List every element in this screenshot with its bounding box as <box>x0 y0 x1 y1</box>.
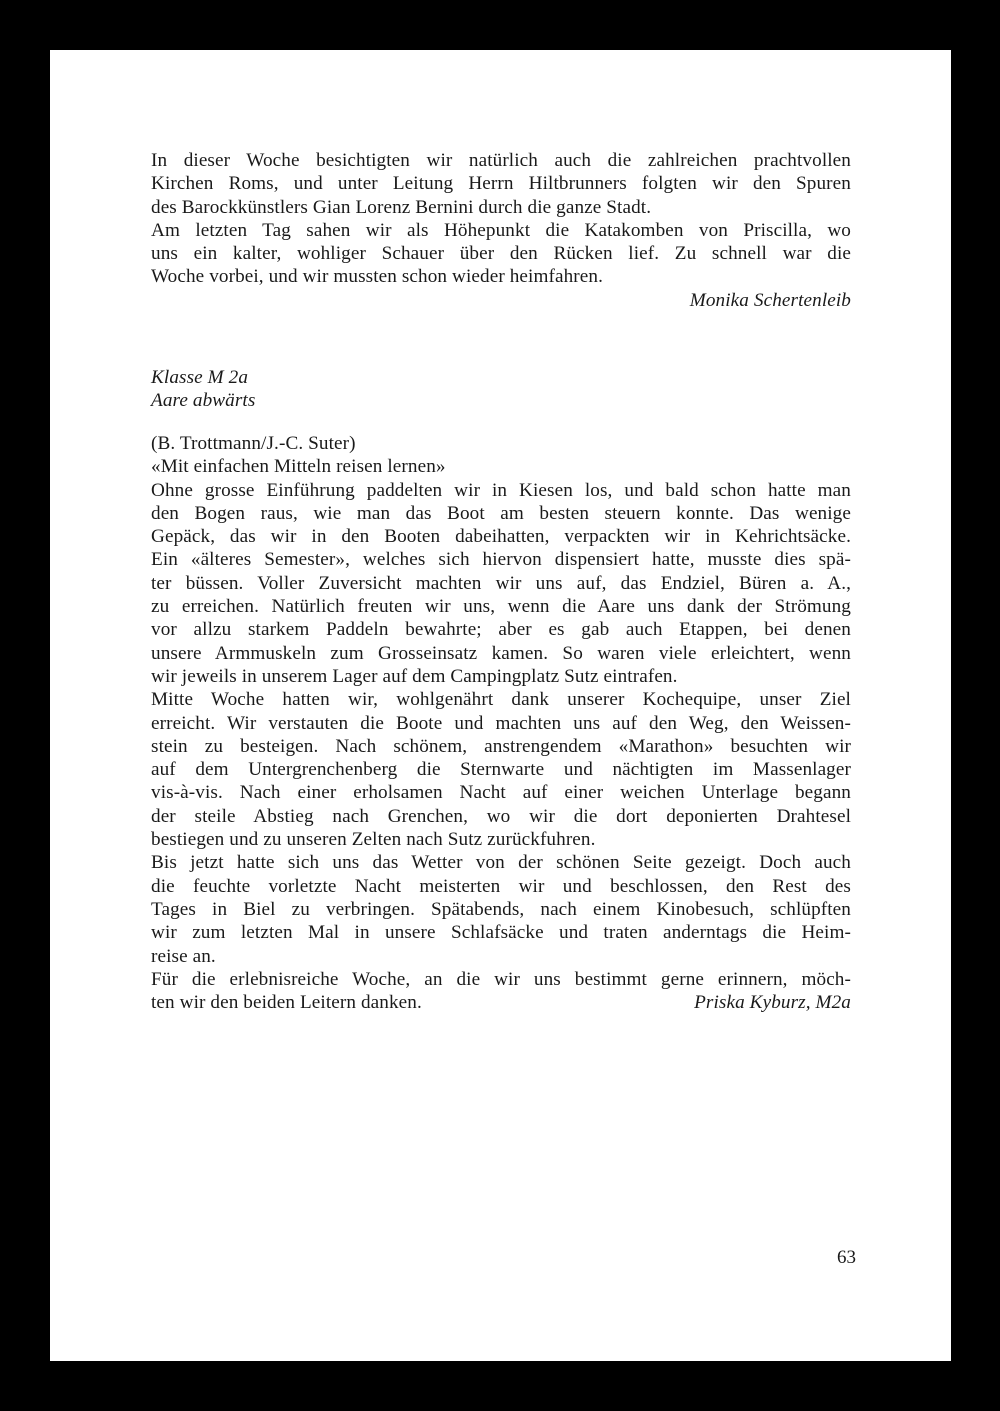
author-signature: Priska Kyburz, M2a <box>694 992 851 1014</box>
text-line: des Barockkünstlers Gian Lorenz Bernini durch die ganze Stadt. <box>151 196 652 218</box>
text-line: Tages in Biel zu verbringen. Spätabends, nach einem Kinobesuch, schlüpften <box>151 898 851 920</box>
text-line: Woche vorbei, und wir mussten schon wieder heimfahren. <box>151 266 603 288</box>
text-line: auf dem Untergrenchenberg die Sternwarte und nächtigten im Massenlager <box>151 759 851 781</box>
class-label: Klasse M 2a <box>151 367 249 388</box>
text-line: reise an. <box>151 945 216 967</box>
text-line: unsere Armmuskeln zum Grosseinsatz kamen. So waren viele erleichtert, wenn <box>151 642 851 664</box>
document-page <box>50 50 951 1361</box>
text-line: zu erreichen. Natürlich freuten wir uns, wenn die Aare uns dank der Strömung <box>151 596 851 618</box>
text-line: vor allzu starkem Paddeln bewahrte; aber es gab auch Etappen, bei denen <box>151 619 851 641</box>
text-line: Mitte Woche hatten wir, wohlgenährt dank unserer Kochequipe, unser Ziel <box>151 689 851 711</box>
article-rome <box>151 149 851 312</box>
article-aare-heading <box>151 366 851 413</box>
text-line: wir jeweils in unserem Lager auf dem Campingplatz Sutz eintrafen. <box>151 665 678 687</box>
text-line: Für die erlebnisreiche Woche, an die wir uns bestimmt gerne erinnern, möch- <box>151 968 851 990</box>
author-signature: Monika Schertenleib <box>689 289 851 311</box>
text-line: Ein «älteres Semester», welches sich hiervon dispensiert hatte, musste dies spä- <box>151 549 851 571</box>
text-line: vis-à-vis. Nach einer erholsamen Nacht auf einer weichen Unterlage begann <box>151 782 851 804</box>
text-line: uns ein kalter, wohliger Schauer über den Rücken lief. Zu schnell war die <box>151 243 851 265</box>
text-line: Am letzten Tag sahen wir als Höhepunkt die Katakomben von Priscilla, wo <box>151 219 851 241</box>
text-line: Ohne grosse Einführung paddelten wir in Kiesen los, und bald schon hatte man <box>151 479 851 501</box>
text-line: Kirchen Roms, und unter Leitung Herrn Hiltbrunners folgten wir den Spuren <box>151 173 851 195</box>
text-line: den Bogen raus, wie man das Boot am besten steuern konnte. Das wenige <box>151 502 851 524</box>
text-line: die feuchte vorletzte Nacht meisterten wir und beschlossen, den Rest des <box>151 875 851 897</box>
article-title: Aare abwärts <box>151 390 256 412</box>
motto-line: «Mit einfachen Mitteln reisen lernen» <box>151 456 446 478</box>
closing-line <box>151 991 851 1014</box>
text-line: ten wir den beiden Leitern danken. <box>151 992 422 1014</box>
article-aare-body <box>151 432 851 1014</box>
leaders-line: (B. Trottmann/J.-C. Suter) <box>151 433 356 454</box>
text-line: ter büssen. Voller Zuversicht machten wir uns auf, das Endziel, Büren a. A., <box>151 572 851 594</box>
text-line: Gepäck, das wir in den Booten dabeihatten, verpackten wir in Kehrichtsäcke. <box>151 526 851 548</box>
page-number: 63 <box>837 1247 856 1268</box>
text-line: In dieser Woche besichtigten wir natürlich auch die zahlreichen prachtvollen <box>151 150 851 171</box>
text-line: Bis jetzt hatte sich uns das Wetter von der schönen Seite gezeigt. Doch auch <box>151 852 851 874</box>
text-line: bestiegen und zu unseren Zelten nach Sutz zurückfuhren. <box>151 829 596 851</box>
text-line: der steile Abstieg nach Grenchen, wo wir die dort deponierten Drahtesel <box>151 805 851 827</box>
text-line: erreicht. Wir verstauten die Boote und machten uns auf den Weg, den Weissen- <box>151 712 851 734</box>
text-line: wir zum letzten Mal in unsere Schlafsäcke und traten anderntags die Heim- <box>151 922 851 944</box>
text-line: stein zu besteigen. Nach schönem, anstrengendem «Marathon» besuchten wir <box>151 735 851 757</box>
